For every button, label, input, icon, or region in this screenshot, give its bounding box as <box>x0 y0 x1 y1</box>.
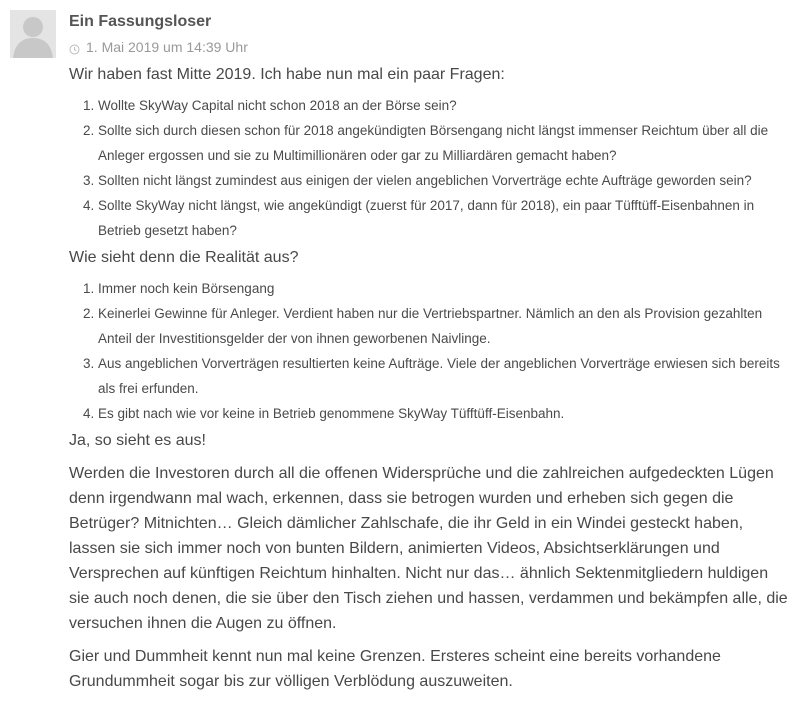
reality-heading: Wie sieht denn die Realität aus? <box>69 249 299 266</box>
list-item: 2. Keinerlei Gewinne für Anleger. Verdient haben nur die Vertriebspartner. Nämlich an den als Provision gezahlten Anteil der Investitionsgelder der von ihnen geworbenen Naivlinge. <box>98 301 789 351</box>
comment-body <box>69 62 789 694</box>
answers-list <box>69 276 789 426</box>
list-item: 1. Wollte SkyWay Capital nicht schon 2018 an der Börse sein? <box>98 93 789 118</box>
list-item: 3. Sollten nicht längst zumindest aus einigen der vielen angeblichen Vorverträge echte Aufträge geworden sein? <box>98 168 789 193</box>
comment-author[interactable]: Ein Fassungsloser <box>69 13 212 30</box>
list-item: 4. Sollte SkyWay nicht längst, wie angekündigt (zuerst für 2017, dann für 2018), ein paar Tüfftüff-Eisenbahnen in Betrieb gesetzt haben? <box>98 193 789 243</box>
comment-meta <box>69 39 248 55</box>
default-avatar-icon <box>10 10 56 58</box>
list-item: 1. Immer noch kein Börsengang <box>98 276 789 301</box>
list-item: 4. Es gibt nach wie vor keine in Betrieb genommene SkyWay Tüfftüff-Eisenbahn. <box>98 401 789 426</box>
conclusion-text: Ja, so sieht es aus! <box>69 432 206 449</box>
paragraph: Werden die Investoren durch all die offenen Widersprüche und die zahlreichen aufgedeckten Lügen denn irgendwann mal wach, erkennen, dass sie betrogen wurden und erheben sich gegen die Betrüger? Mitnichten… Gleich dämlicher Zahlschafe, die ihr Geld in ein Windei gesteckt haben, lassen sie sich immer noch von bunten Bildern, animierten Videos, Absichtserklärungen und Versprechen auf künftigen Reichtum hinhalten. Nicht nur das… ähnlich Sektenmitgliedern huldigen sie auch noch denen, die sie über den Tisch ziehen und hassen, verdammen und bekämpfen alle, die versuchen ihnen die Augen zu öffnen. <box>69 465 788 632</box>
list-item: 3. Aus angeblichen Vorverträgen resultierten keine Aufträge. Viele der angeblichen Vorverträge erwiesen sich bereits als frei erfunden. <box>98 351 789 401</box>
clock-icon <box>69 42 80 53</box>
comment-date[interactable]: 1. Mai 2019 um 14:39 Uhr <box>86 39 248 55</box>
list-item: 2. Sollte sich durch diesen schon für 2018 angekündigten Börsengang nicht längst immenser Reichtum über all die Anleger ergossen und sie zu Multimillionären oder gar zu Milliardären gemacht haben? <box>98 118 789 168</box>
intro-text: Wir haben fast Mitte 2019. Ich habe nun mal ein paar Fragen: <box>69 66 505 83</box>
questions-list <box>69 93 789 243</box>
paragraph: Gier und Dummheit kennt nun mal keine Grenzen. Ersteres scheint eine bereits vorhandene Grundummheit sogar bis zur völligen Verblödung auszuweiten. <box>69 648 721 690</box>
